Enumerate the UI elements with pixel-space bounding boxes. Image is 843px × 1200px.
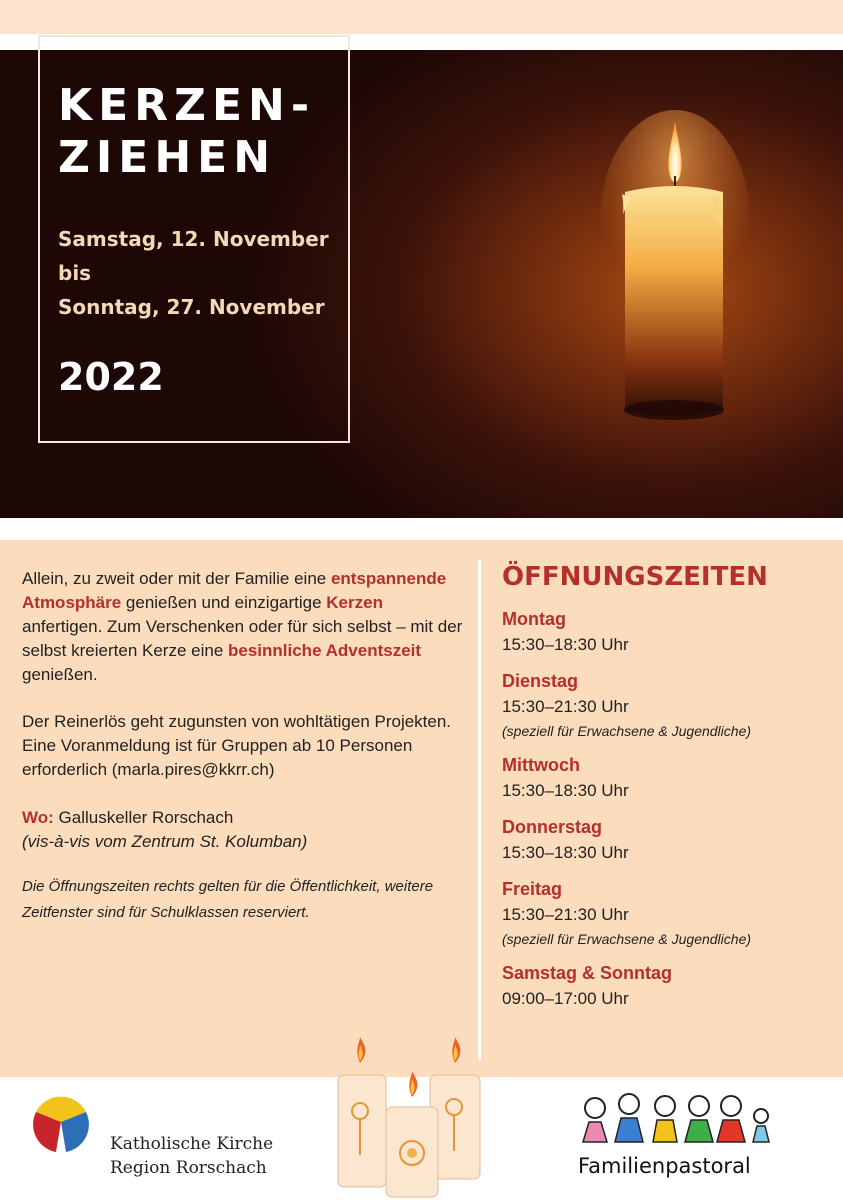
day-time: 15:30–18:30 Uhr [502, 843, 629, 862]
date-end: Sonntag, 27. November [58, 295, 325, 319]
day-name: Dienstag [502, 671, 579, 691]
day-note: (speziell für Erwachsene & Jugendliche) [502, 723, 752, 739]
candles-illustration [330, 1035, 490, 1200]
title-line-2: ZIEHEN [58, 132, 277, 183]
top-band [0, 0, 843, 34]
hours-day [502, 668, 837, 742]
location-place: Galluskeller Rorschach [53, 808, 234, 827]
intro-text-1: Allein, zu zweit oder mit der Familie eine [22, 569, 331, 588]
location-detail: (vis-à-vis vom Zentrum St. Kolumban) [22, 832, 308, 851]
highlight-candles: Kerzen [326, 593, 383, 612]
day-name: Samstag & Sonntag [502, 963, 673, 983]
description-column [22, 567, 467, 926]
day-name: Mittwoch [502, 755, 580, 775]
hours-day [502, 876, 837, 950]
event-year: 2022 [58, 355, 164, 399]
column-divider [478, 560, 481, 1060]
day-time: 15:30–18:30 Uhr [502, 781, 629, 800]
family-label: Familienpastoral [578, 1154, 751, 1178]
hours-day [502, 752, 837, 804]
schedule-note: Die Öffnungszeiten rechts gelten für die Öffentlichkeit, weitere Zeitfenster sind für Schulklassen reserviert. [22, 878, 434, 921]
church-name [110, 1132, 273, 1180]
hours-day [502, 814, 837, 866]
day-time: 15:30–21:30 Uhr [502, 697, 629, 716]
day-name: Donnerstag [502, 817, 603, 837]
day-time: 15:30–18:30 Uhr [502, 635, 629, 654]
candle-photo [600, 110, 750, 470]
event-dates [58, 222, 329, 324]
hours-day [502, 960, 837, 1012]
intro-text-3: anfertigen. Zum Verschenken oder für sich selbst – mit der selbst kreierten Kerze eine [22, 617, 463, 660]
highlight-advent: besinnliche Adventszeit [228, 641, 422, 660]
date-start: Samstag, 12. November [58, 227, 329, 251]
church-name-line-2: Region Rorschach [110, 1158, 267, 1178]
church-name-line-1: Katholische Kirche [110, 1134, 274, 1154]
location-label: Wo: [22, 808, 54, 827]
date-connector: bis [58, 261, 92, 285]
day-name: Montag [502, 609, 566, 629]
intro-paragraph [22, 567, 467, 687]
hours-day [502, 606, 837, 658]
opening-hours [502, 560, 837, 1022]
family-logo [575, 1092, 775, 1150]
church-logo [26, 1090, 96, 1156]
hours-heading: ÖFFNUNGSZEITEN [502, 562, 768, 592]
intro-text-4: genießen. [22, 665, 98, 684]
event-title [58, 80, 315, 184]
proceeds-paragraph: Der Reinerlös geht zugunsten von wohltätigen Projekten. Eine Voranmeldung ist für Gruppen ab 10 Personen erforderlich (marla.pires@kkrr.ch) [22, 712, 452, 779]
location-line [22, 806, 467, 830]
day-note: (speziell für Erwachsene & Jugendliche) [502, 931, 752, 947]
day-time: 15:30–21:30 Uhr [502, 905, 629, 924]
title-line-1: KERZEN- [58, 80, 316, 131]
highlight-atmosphere: entspannende Atmosphäre [22, 569, 447, 612]
intro-text-2: genießen und einzigartige [121, 593, 327, 612]
day-name: Freitag [502, 879, 563, 899]
day-time: 09:00–17:00 Uhr [502, 989, 629, 1008]
